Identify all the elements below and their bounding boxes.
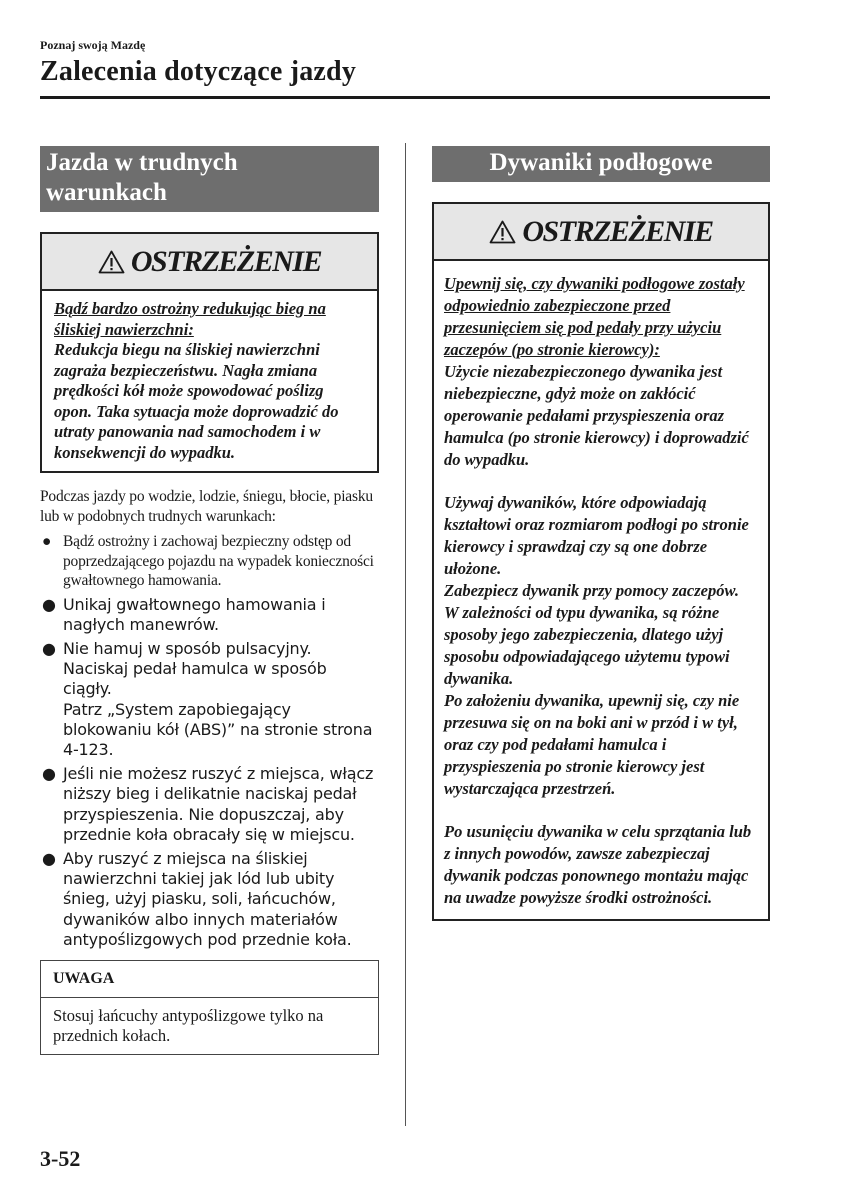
section-label: Poznaj swoją Mazdę — [40, 38, 146, 52]
note-box — [40, 960, 379, 1055]
page-title: Zalecenia dotyczące jazdy — [40, 56, 357, 87]
heading-line: warunkach — [46, 179, 167, 206]
warning-paragraph: Po założeniu dywanika, upewnij się, czy nie przesuwa się on na boki ani w przód i w tył, oraz czy pod pedałami hamulca i przyspieszenia po stronie kierowcy jest wystarczająca przestrzeń. — [444, 691, 740, 798]
right-column — [432, 146, 770, 921]
warning-paragraph: Używaj dywaników, które odpowiadają kształtowi oraz rozmiarom podłogi po stronie kierowcy i sprawdzaj czy są one dobrze ułożone. — [444, 493, 749, 578]
warning-paragraph: Zabezpiecz dywanik przy pomocy zaczepów. — [444, 581, 739, 600]
list-item: ● Unikaj gwałtownego hamowania i nagłych manewrów. — [42, 594, 326, 634]
warning-body — [434, 261, 768, 919]
section-heading-floor-mats: Dywaniki podłogowe — [432, 146, 770, 182]
column-divider — [405, 143, 406, 1126]
title-rule — [40, 96, 770, 99]
left-column — [40, 146, 379, 1055]
warning-lead: Bądź bardzo ostrożny redukując bieg na śliskiej nawierzchni: — [54, 299, 326, 339]
warning-body — [42, 291, 377, 471]
warning-paragraph: W zależności od typu dywanika, są różne sposoby jego zabezpieczenia, dlatego użyj sposobu odpowiadającego użytemu typowi dywanika. — [444, 603, 730, 688]
warning-box — [40, 232, 379, 473]
warning-paragraph: Użycie niezabezpieczonego dywanika jest niebezpieczne, gdyż może on zakłócić operowanie pedałami przyspieszenia oraz hamulca (po stronie kierowcy) i doprowadzić do wypadku. — [444, 362, 749, 469]
note-title: UWAGA — [41, 961, 378, 998]
note-text: Stosuj łańcuchy antypoślizgowe tylko na przednich kołach. — [53, 1005, 324, 1045]
intro-paragraph: Podczas jazdy po wodzie, lodzie, śniegu, błocie, piasku lub w podobnych trudnych warunkach: — [40, 488, 373, 525]
list-item: ● Nie hamuj w sposób pulsacyjny. Naciskaj pedał hamulca w sposób ciągły. Patrz „System zapobiegający blokowaniu kół (ABS)” na stronie strona 4-123. — [42, 638, 373, 759]
tips-list — [40, 532, 379, 950]
list-item: ● Bądź ostrożny i zachowaj bezpieczny odstęp od poprzedzającego pojazdu na wypadek konieczności gwałtownego hamowania. — [42, 533, 374, 589]
warning-header — [42, 234, 377, 291]
page-number: 3-52 — [40, 1146, 81, 1171]
warning-box — [432, 202, 770, 921]
warning-header — [434, 204, 768, 261]
warning-paragraph: Po usunięciu dywanika w celu sprzątania lub z innych powodów, zawsze zabezpieczaj dywanik podczas ponownego montażu mając na uwadze powyższe środki ostrożności. — [444, 822, 752, 907]
warning-title: OSTRZEŻENIE — [130, 244, 322, 278]
list-item: ● Aby ruszyć z miejsca na śliskiej nawierzchni takiej jak lód lub ubity śnieg, użyj piasku, soli, łańcuchów, dywaników albo innych materiałów antypoślizgowych pod przednie koła. — [42, 848, 352, 949]
warning-triangle-icon — [98, 250, 125, 274]
warning-lead: Upewnij się, czy dywaniki podłogowe zostały odpowiednio zabezpieczone przed przesunięciem się pod pedały przy użyciu zaczepów (po stronie kierowcy): — [444, 274, 745, 359]
heading-line: Jazda w trudnych — [46, 149, 238, 176]
warning-triangle-icon — [489, 220, 516, 244]
warning-title: OSTRZEŻENIE — [522, 214, 713, 248]
warning-text: Redukcja biegu na śliskiej nawierzchni zagraża bezpieczeństwu. Nagła zmiana prędkości kół może spowodować poślizg opon. Taka sytuacja może doprowadzić do utraty panowania nad samochodem i w konsekwencji do wypadku. — [54, 340, 339, 462]
section-heading-difficult-conditions — [40, 146, 379, 212]
list-item: ● Jeśli nie możesz ruszyć z miejsca, włącz niższy bieg i delikatnie naciskaj pedał przyspieszenia. Nie dopuszczaj, aby przednie koła obracały się w miejscu. — [42, 764, 374, 844]
